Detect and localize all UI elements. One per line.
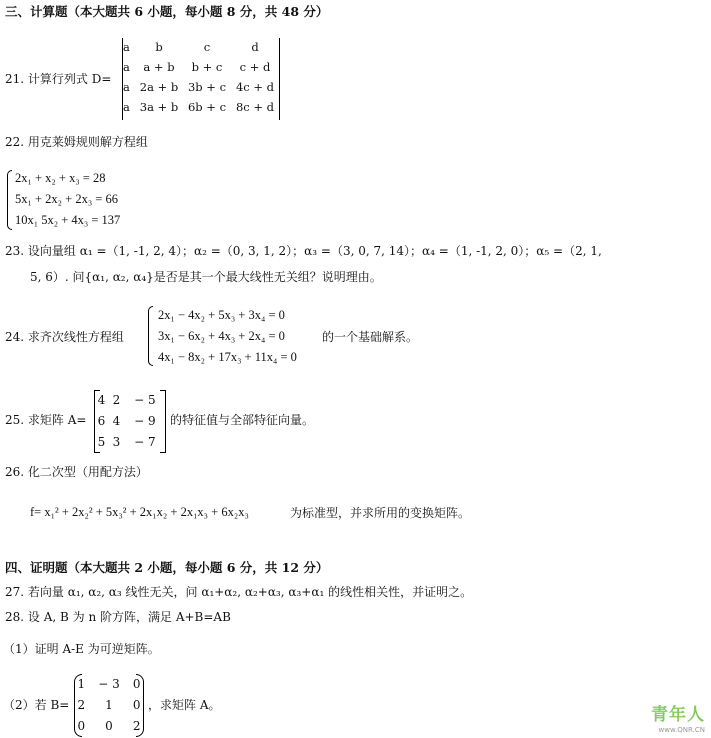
- q28-matrix: [74, 674, 144, 737]
- q24-equation: 3x₁ − 6x₂ + 4x₃ + 2x₄ = 0: [158, 329, 285, 343]
- det-cell: a: [123, 100, 130, 115]
- det-cell: 8c + d: [235, 100, 275, 115]
- q24-equation: 4x₁ − 8x₂ + 17x₃ + 11x₄ = 0: [158, 350, 297, 364]
- matrix-cell: 1: [105, 698, 113, 713]
- q24-equation: 2x₁ − 4x₂ + 5x₃ + 3x₄ = 0: [158, 308, 285, 322]
- det-cell: a: [123, 80, 130, 95]
- section4-heading: 四、证明题（本大题共 2 小题，每小题 6 分，共 12 分）: [5, 560, 329, 575]
- det-cell: a: [123, 60, 130, 75]
- q22-system: [15, 168, 120, 231]
- left-bracket: [94, 390, 100, 453]
- q28-part2-label: （2）若 B=: [3, 698, 70, 712]
- watermark-url: www.QNR.CN: [658, 725, 705, 734]
- q24-label: 24. 求齐次线性方程组: [5, 330, 124, 344]
- matrix-cell: 0: [132, 677, 141, 692]
- det-cell: c + d: [239, 60, 271, 75]
- det-cell: c: [203, 40, 211, 55]
- matrix-cell: 1: [77, 677, 86, 692]
- watermark-chinese: 青年人: [651, 705, 705, 726]
- watermark-logo: [651, 705, 705, 734]
- det-cell: b: [155, 40, 163, 55]
- det-cell: 4c + d: [235, 80, 275, 95]
- q25-matrix: [94, 390, 166, 453]
- det-row: [123, 38, 279, 58]
- q23-line2: 5, 6）. 问{α₁, α₂, α₄}是否是其一个最大线性无关组？说明理由。: [30, 270, 382, 284]
- matrix-cell: 3: [112, 435, 121, 450]
- q21-determinant: [122, 38, 280, 120]
- q25-suffix: 的特征值与全部特征向量。: [170, 413, 315, 427]
- q21-det-body: [123, 38, 279, 118]
- q23-line1: 23. 设向量组 α₁ =（1, -1, 2, 4）；α₂ =（0, 3, 1, 2）；α₃ =（3, 0, 7, 14）；α₄ =（1, -1, 2, 0）；α₅ =（2, 1,: [5, 244, 602, 258]
- q25-label: 25. 求矩阵 A=: [5, 413, 87, 427]
- det-cell: a + b: [143, 60, 175, 75]
- det-cell: 3b + c: [187, 80, 227, 95]
- q22-brace: [7, 170, 12, 230]
- q27-text: 27. 若向量 α₁, α₂, α₃ 线性无关，问 α₁+α₂, α₂+α₃, α₃+α₁ 的线性相关性，并证明之。: [5, 585, 473, 599]
- det-cell: a: [123, 40, 130, 55]
- matrix-cell: 5: [97, 435, 106, 450]
- det-cell: b + c: [191, 60, 223, 75]
- matrix-cell: 6: [97, 414, 106, 429]
- det-row: [123, 78, 279, 98]
- q22-equation: 10x₁ 5x₂ + 4x₃ = 137: [15, 213, 121, 227]
- q21-label: 21. 计算行列式 D=: [5, 72, 112, 86]
- q22-label: 22. 用克莱姆规则解方程组: [5, 135, 148, 149]
- matrix-cell: 2: [132, 719, 141, 734]
- q24-system: [158, 305, 297, 368]
- matrix-cell: 4: [97, 393, 106, 408]
- q24-brace: [148, 306, 153, 366]
- det-row: [123, 58, 279, 78]
- matrix-cell: 4: [112, 414, 121, 429]
- matrix-row: [94, 432, 166, 453]
- matrix-cell: − 7: [134, 435, 156, 450]
- matrix-cell: − 5: [134, 393, 156, 408]
- matrix-row: [74, 695, 144, 716]
- matrix-cell: − 9: [134, 414, 156, 429]
- section3-heading: 三、计算题（本大题共 6 小题，每小题 8 分，共 48 分）: [5, 4, 329, 19]
- q28-text: 28. 设 A, B 为 n 阶方阵，满足 A+B=AB: [5, 610, 231, 624]
- det-row: [123, 98, 279, 118]
- right-paren: [136, 674, 144, 737]
- det-cell: 6b + c: [187, 100, 227, 115]
- right-bracket: [160, 390, 166, 453]
- matrix-cell: 2: [77, 698, 86, 713]
- matrix-row: [94, 390, 166, 411]
- q26-suffix: 为标准型，并求所用的变换矩阵。: [290, 506, 471, 520]
- q24-suffix: 的一个基础解系。: [322, 330, 419, 344]
- det-cell: 2a + b: [139, 80, 179, 95]
- matrix-cell: 0: [77, 719, 86, 734]
- matrix-row: [74, 716, 144, 737]
- q28-part2-suffix: ，求矩阵 A。: [148, 698, 221, 712]
- matrix-cell: 0: [132, 698, 141, 713]
- q28-part1: （1）证明 A-E 为可逆矩阵。: [3, 642, 160, 656]
- det-cell: d: [251, 40, 259, 55]
- det-cell: 3a + b: [139, 100, 179, 115]
- q22-equation: 5x₁ + 2x₂ + 2x₃ = 66: [15, 192, 118, 206]
- matrix-cell: 2: [112, 393, 121, 408]
- left-paren: [74, 674, 82, 737]
- matrix-row: [94, 411, 166, 432]
- matrix-cell: − 3: [98, 677, 120, 692]
- q26-formula: f= x₁² + 2x₂² + 5x₃² + 2x₁x₂ + 2x₁x₃ + 6x₂x₃: [30, 505, 249, 519]
- matrix-cell: 0: [105, 719, 113, 734]
- matrix-row: [74, 674, 144, 695]
- q22-equation: 2x₁ + x₂ + x₃ = 28: [15, 171, 106, 185]
- q26-label: 26. 化二次型（用配方法）: [5, 465, 148, 479]
